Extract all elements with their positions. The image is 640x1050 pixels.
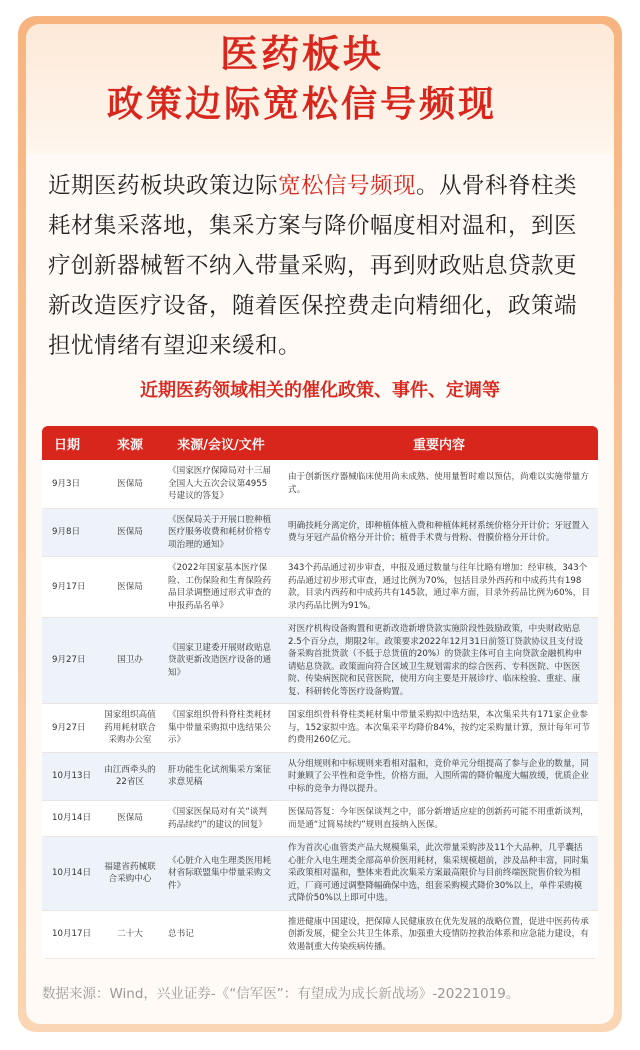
cell-document: 《医保局关于开展口腔种植医疗服务收费和耗材价格专项治理的通知》 bbox=[162, 508, 280, 557]
table-row bbox=[42, 508, 598, 557]
table-subheading: 近期医药领域相关的催化政策、事件、定调等 bbox=[140, 380, 500, 401]
table-row bbox=[42, 801, 598, 837]
cell-content: 医保局答复：今年医保谈判之中，部分新增适应症的创新药可能不用重新谈判，而是通“过简易续约”规则直接纳入医保。 bbox=[280, 801, 598, 837]
table-row bbox=[42, 752, 598, 801]
cell-document: 《国家组织骨科脊柱类耗材集中带量采购拟中选结果公示》 bbox=[162, 704, 280, 753]
cell-source: 国卫办 bbox=[98, 618, 162, 704]
cell-date: 9月8日 bbox=[42, 508, 98, 557]
title-line-2: 政策边际宽松信号频现 bbox=[106, 84, 497, 125]
table-row bbox=[42, 618, 598, 704]
intro-paragraph bbox=[48, 166, 594, 366]
cell-source: 医保局 bbox=[98, 508, 162, 557]
cell-document: 肝功能生化试剂集采方案征求意见稿 bbox=[162, 752, 280, 801]
cell-source: 医保局 bbox=[98, 801, 162, 837]
intro-highlight: 宽松信号频现 bbox=[278, 173, 417, 199]
cell-source: 医保局 bbox=[98, 460, 162, 508]
intro-text-start: 近期医药板块政策边际 bbox=[48, 173, 279, 199]
header-date: 日期 bbox=[42, 426, 98, 460]
cell-date: 10月14日 bbox=[42, 837, 98, 911]
cell-source: 医保局 bbox=[98, 557, 162, 618]
cell-content: 推进健康中国建设，把保障人民健康放在优先发展的战略位置，促进中医药传承创新发展，健全公共卫生体系，加强重大疫情防控救治体系和应急能力建设，有效遏制重大传染疾病传播。 bbox=[280, 910, 598, 959]
policy-table bbox=[42, 426, 598, 959]
cell-date: 10月14日 bbox=[42, 801, 98, 837]
cell-date: 9月17日 bbox=[42, 557, 98, 618]
header-content: 重要内容 bbox=[280, 426, 598, 460]
cell-content: 343个药品通过初步审查，申报及通过数量与往年比略有增加：经审核，343个药品通过初步形式审查，通过比例为70%，包括目录外西药和中成药共有198款，目录内西药和中成药共有145款，通过率方面，目录外药品比例为60%，目录内药品比例为91%。 bbox=[280, 557, 598, 618]
cell-content: 对医疗机构设备购置和更新改造新增贷款实施阶段性鼓励政策，中央财政贴息2.5个百分点，期限2年。政策要求2022年12月31日前签订贷款协议且支付设备采购首批货款（不低于总货值的20%）的贷款主体可自主向贷款金融机构申请贴息贷款。政策面向符合区域卫生规划需求的综合医药、专科医院、中医医院、传染病医院和民营医院，使用方向主要是开展诊疗、临床检验、重症、康复、科研转化等医疗设备购置。 bbox=[280, 618, 598, 704]
data-source-note: 数据来源：Wind，兴业证券-《“信军医”：有望成为成长新战场》-20221019。 bbox=[42, 986, 520, 1002]
cell-content: 明确技耗分离定价，即种植体植入费和种植体耗材系统价格分开计价；牙冠置入费与牙冠产品价格分开计价；植骨手术费与骨粉、骨膜价格分开计价。 bbox=[280, 508, 598, 557]
cell-content: 国家组织骨科脊柱类耗材集中带量采购拟中选结果，本次集采共有171家企业参与，152家拟中选。本次集采平均降价84%，按约定采购量计算，预计每年可节约费用260亿元。 bbox=[280, 704, 598, 753]
cell-document: 总书记 bbox=[162, 910, 280, 959]
cell-document: 《国家卫建委开展财政贴息贷款更新改造医疗设备的通知》 bbox=[162, 618, 280, 704]
header-source: 来源 bbox=[98, 426, 162, 460]
table-row bbox=[42, 837, 598, 911]
title-line-1: 医药板块 bbox=[219, 32, 384, 76]
table-body bbox=[42, 460, 598, 959]
table-row bbox=[42, 460, 598, 508]
cell-content: 作为首次心血管类产品大规模集采，此次带量采购涉及11个大品种，几乎囊括心脏介入电生理类全部高单价医用耗材，集采规模超前，涉及品种丰富，同时集采政策相对温和，整体来看此次集采方案最高限价与目前终端医院售价较为相近，厂商可通过调整降幅确保中选，组套采购模式降价30%以上，单件采购模式降价50%以上即可中选。 bbox=[280, 837, 598, 911]
table-row bbox=[42, 557, 598, 618]
table-row bbox=[42, 704, 598, 753]
cell-source: 由江西牵头的22省区 bbox=[98, 752, 162, 801]
cell-document: 《心脏介入电生理类医用耗材省际联盟集中带量采购文件》 bbox=[162, 837, 280, 911]
cell-source: 二十大 bbox=[98, 910, 162, 959]
cell-document: 《国家医疗保障局对十三届全国人大五次会议第4955号建议的答复》 bbox=[162, 460, 280, 508]
cell-date: 10月13日 bbox=[42, 752, 98, 801]
table-row bbox=[42, 910, 598, 959]
cell-date: 9月27日 bbox=[42, 618, 98, 704]
intro-text-end: 。从骨科脊柱类耗材集采落地，集采方案与降价幅度相对温和，到医疗创新器械暂不纳入带量采购，再到财政贴息贷款更新改造医疗设备，随着医保控费走向精细化，政策端担忧情绪有望迎来缓和。 bbox=[48, 173, 578, 359]
cell-date: 9月3日 bbox=[42, 460, 98, 508]
policy-table-container bbox=[42, 426, 598, 959]
cell-document: 《国家医保局对有关“谈判药品续约”的建议的回复》 bbox=[162, 801, 280, 837]
cell-date: 9月27日 bbox=[42, 704, 98, 753]
cell-content: 从分组规则和中标规则来看相对温和，竞价单元分组提高了参与企业的数量，同时兼顾了公平性和竞争性，价格方面，入围所需的降价幅度大幅放缓，优质企业中标的竞争力得以提升。 bbox=[280, 752, 598, 801]
cell-source: 福建省药械联合采购中心 bbox=[98, 837, 162, 911]
table-header-row bbox=[42, 426, 598, 460]
cell-source: 国家组织高值药用耗材联合采购办公室 bbox=[98, 704, 162, 753]
cell-document: 《2022年国家基本医疗保险、工伤保险和生育保险药品目录调整通过形式审查的申报药品名单》 bbox=[162, 557, 280, 618]
header-document: 来源/会议/文件 bbox=[162, 426, 280, 460]
cell-content: 由于创新医疗器械临床使用尚未成熟、使用量暂时难以预估，尚难以实施带量方式。 bbox=[280, 460, 598, 508]
cell-date: 10月17日 bbox=[42, 910, 98, 959]
